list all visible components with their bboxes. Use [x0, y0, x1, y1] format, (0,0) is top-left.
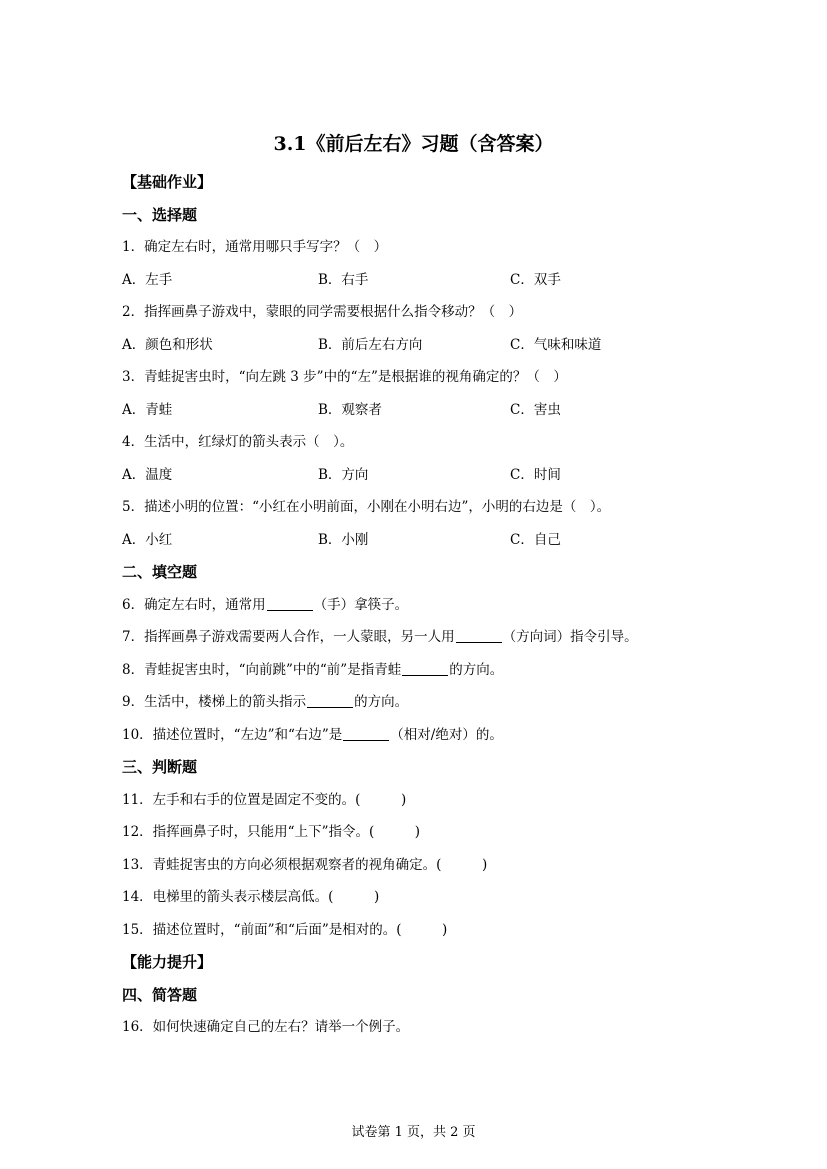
choice-question [122, 231, 722, 296]
option-b: B．小刚 [318, 531, 369, 548]
option-c: C．自己 [510, 531, 561, 548]
options [122, 329, 722, 362]
choice-question [122, 361, 722, 426]
question-text-end: （相对/绝对）的。 [390, 726, 503, 743]
option-b: B．方向 [318, 466, 369, 483]
option-b: B．观察者 [318, 401, 382, 418]
section-choice: 一、选择题 [122, 205, 198, 224]
fill-question [122, 654, 722, 687]
question-text-end: （手）拿筷子。 [313, 596, 409, 613]
fill-question [122, 719, 722, 752]
answer-blank [456, 628, 502, 643]
section-basic: 【基础作业】 [122, 173, 213, 191]
judge-question: 13．青蛙捉害虫的方向必须根据观察者的视角确定。( ) [122, 856, 488, 873]
section-advanced: 【能力提升】 [122, 953, 213, 971]
fill-question [122, 686, 722, 719]
question-text: 9．生活中，楼梯上的箭头指示 [122, 694, 307, 710]
judge-question: 14．电梯里的箭头表示楼层高低。( ) [122, 889, 380, 905]
question-text: 4．生活中，红绿灯的箭头表示（ ）。 [122, 434, 354, 450]
fill-question [122, 589, 722, 622]
question-text: 10．描述位置时，“左边”和“右边”是 [122, 726, 343, 743]
judge-question: 11．左手和右手的位置是固定不变的。( ) [122, 791, 407, 808]
option-a: A．左手 [122, 271, 173, 288]
choice-question [122, 491, 722, 556]
option-a: A．小红 [122, 531, 173, 548]
option-c: C．双手 [510, 271, 561, 288]
judge-question: 15．描述位置时，“前面”和“后面”是相对的。( ) [122, 921, 448, 938]
option-c: C．气味和味道 [510, 336, 602, 353]
option-a: A．青蛙 [122, 401, 173, 418]
question-text-end: 的方向。 [449, 661, 504, 678]
document-title: 3.1《前后左右》习题（含答案） [273, 133, 554, 155]
fill-question [122, 621, 722, 654]
question-text-end: （方向词）指令引导。 [502, 629, 638, 645]
option-c: C．害虫 [510, 401, 561, 418]
answer-blank [267, 596, 313, 611]
question-text: 5．描述小明的位置：“小红在小明前面，小刚在小明右边”，小明的右边是（ ）。 [122, 499, 611, 515]
options [122, 394, 722, 427]
option-a: A．温度 [122, 466, 173, 483]
option-c: C．时间 [510, 466, 561, 483]
answer-blank [402, 661, 448, 676]
answer-blank [343, 726, 389, 741]
option-b: B．前后左右方向 [318, 336, 423, 353]
question-text: 3．青蛙捉害虫时，“向左跳 3 步”中的“左”是根据谁的视角确定的？（ ） [122, 369, 567, 385]
answer-blank [307, 693, 353, 708]
options [122, 264, 722, 297]
question-text: 8．青蛙捉害虫时，“向前跳”中的“前”是指青蛙 [122, 661, 402, 678]
judge-question: 12．指挥画鼻子时，只能用“上下”指令。( ) [122, 824, 421, 840]
page-footer: 试卷第 1 页，共 2 页 [351, 1125, 476, 1140]
options [122, 459, 722, 492]
short-question: 16．如何快速确定自己的左右？请举一个例子。 [122, 1019, 410, 1035]
exercise-content [122, 166, 722, 1044]
options [122, 524, 722, 557]
question-text-end: 的方向。 [354, 694, 409, 710]
section-judge: 三、判断题 [122, 758, 198, 776]
question-text: 7．指挥画鼻子游戏需要两人合作，一人蒙眼，另一人用 [122, 629, 455, 645]
section-short-answer: 四、简答题 [122, 985, 198, 1004]
section-fill: 二、填空题 [122, 563, 198, 581]
choice-question [122, 296, 722, 361]
question-text: 6．确定左右时，通常用 [122, 596, 266, 613]
question-text: 1．确定左右时，通常用哪只手写字？（ ） [122, 239, 388, 255]
option-b: B．右手 [318, 271, 369, 288]
question-text: 2．指挥画鼻子游戏中，蒙眼的同学需要根据什么指令移动？（ ） [122, 304, 523, 320]
option-a: A．颜色和形状 [122, 336, 213, 353]
choice-question [122, 426, 722, 491]
